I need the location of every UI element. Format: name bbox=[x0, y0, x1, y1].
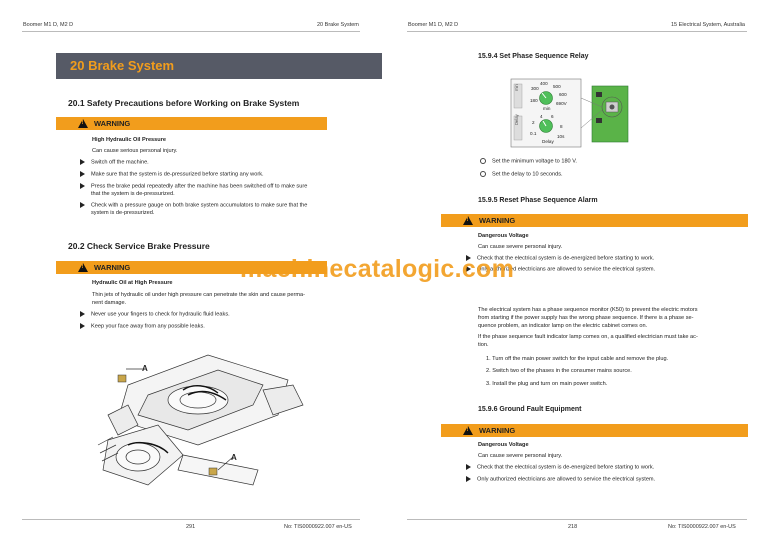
chapter-title: 20 Brake System bbox=[70, 58, 175, 73]
dial-label: 600 bbox=[559, 92, 567, 97]
paragraph-line: tion. bbox=[478, 342, 489, 348]
warning-heading: Dangerous Voltage bbox=[478, 442, 529, 448]
dial-label: 0.1 bbox=[530, 131, 537, 136]
list-item: Set the minimum voltage to 180 V. bbox=[480, 158, 577, 164]
left-doc-number: No: TIS0000922.007 en-US bbox=[284, 524, 352, 530]
dial-label: 10s bbox=[557, 134, 565, 139]
warning-bar bbox=[56, 117, 327, 130]
dial-label: 400 bbox=[540, 81, 548, 86]
warning-description: Can cause severe personal injury. bbox=[478, 453, 563, 459]
warning-triangle-icon bbox=[463, 426, 473, 435]
arrow-bullet-icon bbox=[80, 171, 85, 177]
circle-bullet-icon bbox=[480, 171, 486, 177]
step-item: 2. Switch two of the phases in the consumer mains source. bbox=[486, 368, 632, 374]
paragraph-line: If the phase sequence fault indicator lamp comes on, a qualified electrician must take ac- bbox=[478, 334, 698, 340]
dial-label: 4 bbox=[540, 114, 543, 119]
warning-label: WARNING bbox=[479, 426, 516, 435]
warning-description: Thin jets of hydraulic oil under high pressure can penetrate the skin and cause perma- bbox=[92, 292, 305, 298]
warning-triangle-icon bbox=[78, 119, 88, 128]
list-item: Never use your fingers to check for hydraulic fluid leaks. bbox=[80, 311, 230, 317]
list-item-cont: that the system is de-pressurized. bbox=[91, 191, 175, 197]
warning-label: WARNING bbox=[479, 216, 516, 225]
list-item: Press the brake pedal repeatedly after the machine has been switched off to make sure bbox=[80, 183, 307, 189]
list-item: Check that the electrical system is de-energized before starting to work. bbox=[466, 255, 654, 261]
relay-side-label: Delay bbox=[514, 114, 519, 125]
warning-triangle-icon bbox=[78, 263, 88, 272]
step-item: 1. Turn off the main power switch for the input cable and remove the plug. bbox=[486, 356, 669, 362]
paragraph-line: from starting if the power supply has the wrong phase sequence. If there is a phase se- bbox=[478, 315, 694, 321]
paragraph-line: The electrical system has a phase sequence monitor (K50) to prevent the electric motors bbox=[478, 307, 698, 313]
dial-label: 180 bbox=[530, 98, 538, 103]
phase-relay-illustration bbox=[510, 78, 630, 148]
dial-label: 690V bbox=[556, 101, 567, 106]
dial-label: 8 bbox=[560, 124, 563, 129]
arrow-bullet-icon bbox=[80, 311, 85, 317]
arrow-bullet-icon bbox=[80, 323, 85, 329]
warning-bar bbox=[441, 424, 748, 437]
right-doc-number: No: TIS0000922.007 en-US bbox=[668, 524, 736, 530]
section-title-safety: 20.1 Safety Precautions before Working on Brake System bbox=[68, 98, 300, 108]
warning-label: WARNING bbox=[94, 119, 131, 128]
warning-description: Can cause serious personal injury. bbox=[92, 148, 178, 154]
arrow-bullet-icon bbox=[466, 476, 471, 482]
arrow-bullet-icon bbox=[80, 202, 85, 208]
list-item: Switch off the machine. bbox=[80, 159, 149, 165]
list-item: Check that the electrical system is de-energized before starting to work. bbox=[466, 464, 654, 470]
list-item: Only authorized electricians are allowed to service the electrical system. bbox=[466, 476, 655, 482]
arrow-bullet-icon bbox=[80, 159, 85, 165]
right-header-rule bbox=[407, 31, 747, 32]
circle-bullet-icon bbox=[480, 158, 486, 164]
left-header-left: Boomer M1 D, M2 D bbox=[23, 22, 74, 28]
chapter-banner bbox=[56, 53, 382, 79]
warning-heading: High Hydraulic Oil Pressure bbox=[92, 137, 166, 143]
paragraph-line: quence problem, an indicator lamp on the electric cabinet comes on. bbox=[478, 323, 648, 329]
list-item-cont: system is de-pressurized. bbox=[91, 210, 155, 216]
step-item: 3. Install the plug and turn on main power switch. bbox=[486, 381, 608, 387]
brake-axle-illustration bbox=[88, 345, 328, 505]
list-item: Set the delay to 10 seconds. bbox=[480, 171, 563, 177]
list-item: Make sure that the system is de-pressurized before starting any work. bbox=[80, 171, 264, 177]
relay-side-label: min bbox=[514, 84, 519, 91]
fitting-icon bbox=[118, 375, 126, 382]
section-title-phase-relay: 15.9.4 Set Phase Sequence Relay bbox=[478, 53, 589, 60]
dial-label: 2 bbox=[532, 120, 535, 125]
warning-label: WARNING bbox=[94, 263, 131, 272]
section-title-reset-alarm: 15.9.5 Reset Phase Sequence Alarm bbox=[478, 197, 598, 204]
section-title-ground-fault: 15.9.6 Ground Fault Equipment bbox=[478, 406, 582, 413]
list-item: Check with a pressure gauge on both brake system accumulators to make sure that the bbox=[80, 202, 307, 208]
fitting-icon bbox=[209, 468, 217, 475]
right-header-left: Boomer M1 D, M2 D bbox=[408, 22, 459, 28]
left-header-right: 20 Brake System bbox=[317, 22, 359, 28]
warning-heading: Dangerous Voltage bbox=[478, 233, 529, 239]
warning-heading: Hydraulic Oil at High Pressure bbox=[92, 280, 173, 286]
dial-label: Delay bbox=[542, 139, 554, 144]
section-title-brake-pressure: 20.2 Check Service Brake Pressure bbox=[68, 241, 210, 251]
dial-label: 500 bbox=[553, 84, 561, 89]
right-footer-rule bbox=[407, 519, 747, 520]
list-item: Keep your face away from any possible leaks. bbox=[80, 323, 205, 329]
left-footer-rule bbox=[22, 519, 360, 520]
watermark-text: machinecatalogic.com bbox=[240, 255, 515, 283]
left-page-number: 291 bbox=[186, 524, 196, 530]
warning-description-cont: nent damage. bbox=[92, 300, 127, 306]
warning-description: Can cause severe personal injury. bbox=[478, 244, 563, 250]
dial-label: 300 bbox=[531, 86, 539, 91]
callout-label-a: A bbox=[231, 453, 237, 462]
arrow-bullet-icon bbox=[466, 464, 471, 470]
right-header-right: 15 Electrical System, Australia bbox=[671, 22, 745, 28]
dial-label: 6 bbox=[551, 114, 554, 119]
right-page-number: 218 bbox=[568, 524, 578, 530]
warning-triangle-icon bbox=[463, 216, 473, 225]
warning-bar bbox=[441, 214, 748, 227]
arrow-bullet-icon bbox=[80, 183, 85, 189]
list-item: Only authorized electricians are allowed to service the electrical system. bbox=[466, 266, 655, 272]
dial-label: min bbox=[543, 106, 551, 111]
left-header-rule bbox=[22, 31, 360, 32]
callout-label-a: A bbox=[142, 364, 148, 373]
